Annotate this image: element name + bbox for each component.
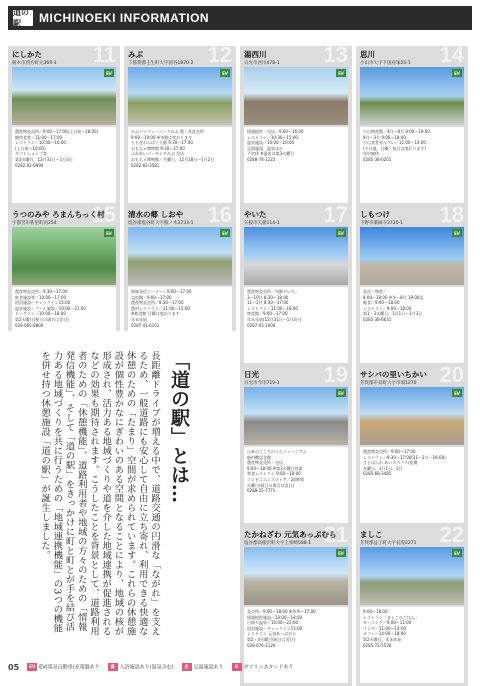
info-line: レストラン 元気あっぷむら <box>247 631 297 637</box>
station-address: 日光市西川478-1 <box>244 61 280 66</box>
michinoeki-logo: 道の駅 <box>13 10 33 26</box>
info-line: 第3水曜日、12月31日〜1月3日 <box>15 156 73 162</box>
ev-icon: EV <box>104 229 114 237</box>
station-name: 清水の郷 しおや <box>128 210 184 219</box>
info-line: 年中無休 <box>363 151 379 157</box>
station-photo <box>360 227 464 285</box>
info-line: レストラン／10:30〜15:00 <box>247 134 298 140</box>
station-number: 15 <box>91 206 116 227</box>
info-line: 0285-38-6631 <box>363 316 392 322</box>
legend-item-footbath: 足 足湯施設あり <box>182 663 224 671</box>
station-photo <box>360 67 464 125</box>
station-address: 下野市薬師寺3720-1 <box>360 221 403 226</box>
info-line: レストラン「ましこのごはん」 <box>363 614 419 620</box>
ev-icon: EV <box>104 69 114 77</box>
station-number: 12 <box>207 46 232 67</box>
station-name: やいた <box>244 210 267 219</box>
station-number: 20 <box>439 366 464 387</box>
feature-title: 「道の駅」とは… <box>168 351 190 503</box>
info-line: レストラン／9:30〜17:00(11〜2月〜16:00) <box>363 454 446 460</box>
info-line: 農産物直売所「旬鮮やいた」 <box>247 289 299 294</box>
page-header <box>8 6 472 30</box>
page-title: MICHINOEKI INFORMATION <box>39 11 210 25</box>
station-address: 小山市大字下国府塚25-1 <box>360 61 411 66</box>
station-name: みぶ <box>128 50 143 59</box>
station-name: サシバの里いちかい <box>360 370 427 379</box>
station-number: 18 <box>439 206 464 227</box>
info-line: 農産物直売所／9:30〜17:00 <box>15 289 68 294</box>
station-info <box>128 127 232 203</box>
station-address: 芳賀郡益子町大字長堤2271 <box>360 541 417 546</box>
station-card <box>356 46 468 206</box>
station-address: 塩谷郡塩谷町大字熊ノ木3733-1 <box>128 221 194 226</box>
station-address: 栃木市西方町元369-1 <box>12 61 57 66</box>
ev-icon: EV <box>336 229 346 237</box>
station-photo <box>360 547 464 605</box>
station-card <box>240 46 352 206</box>
station-name: 日光 <box>244 370 259 379</box>
info-line: 年末年始 <box>131 316 147 322</box>
info-line: 0285-72-5530 <box>363 642 392 648</box>
info-line: 飲食施設等／10:00〜17:00 <box>15 294 67 300</box>
info-line: 0288-78-1222 <box>247 156 276 162</box>
info-line: 直売・物産／ <box>363 289 387 294</box>
info-line: 温泉施設・プール施設／10:00〜21:00 <box>15 305 86 311</box>
info-line: 9:00〜18:00 ※第3火曜日休業 <box>247 465 303 471</box>
info-line: 農産物直売所／8:30〜17:00 <box>131 300 184 306</box>
info-line: ふれあいパーキングみぶ 売店 <box>131 151 185 157</box>
station-name: 思川 <box>360 50 375 59</box>
footbath-icon: 足 <box>182 663 192 671</box>
legend-item-bath: 湯 入浴施設あり(温泉含む) <box>108 663 174 671</box>
station-photo <box>244 227 348 285</box>
station-info <box>360 287 464 363</box>
ev-icon: EV <box>27 663 37 671</box>
info-line: 第1・3水曜日、1月1日〜1月3日 <box>363 311 423 317</box>
info-line: カフェ／14:00〜18:00 <box>363 631 406 637</box>
info-line: 農村レストラン／11:00〜15:00 <box>131 305 190 311</box>
station-address: 下都賀郡壬生町大字国谷1870-2 <box>128 61 194 66</box>
info-line: 直売所／9:00〜18:00 ※冬季〜17:00 <box>247 609 316 614</box>
info-line: ドッグラン／10:00〜18:00 <box>15 311 66 317</box>
legend-item-ev: EV EV(電気自動車)充電器あり <box>27 663 99 671</box>
info-line: 3〜10月 8:30〜18:00 <box>247 294 289 300</box>
info-line: 宿泊施設／チェックイン15:00 <box>15 300 71 306</box>
station-card <box>8 46 120 206</box>
station-card <box>356 206 468 366</box>
station-address: 宇都宮市新里町丙254 <box>12 221 57 226</box>
station-address: 芳賀郡市貝町大字市塙1270 <box>360 381 417 386</box>
info-line: ランチ／11:00〜14:00 <box>363 625 407 631</box>
station-card <box>240 206 352 366</box>
station-card <box>356 366 468 526</box>
info-line: 年末年始(12月31日〜1月3日) <box>247 316 302 322</box>
info-line: 第2火曜日、年末年始 <box>363 636 402 642</box>
info-line: 0288-25-7771 <box>247 488 276 494</box>
info-line: おもちゃ博物館／月曜日、12月28日〜1月2日 <box>131 156 215 162</box>
ev-icon: EV <box>336 69 346 77</box>
station-photo <box>12 67 116 125</box>
ev-icon: EV <box>452 549 462 557</box>
station-number: 19 <box>323 366 348 387</box>
station-number: 11 <box>92 46 116 67</box>
info-line: 軽食／9:00〜18:00 <box>363 300 400 306</box>
gas-station-icon: G <box>232 663 242 671</box>
station-name: 湯西川 <box>244 50 267 59</box>
station-card <box>124 46 236 206</box>
ev-icon: EV <box>220 69 230 77</box>
info-line: 11〜2月 8:30〜17:00 <box>247 300 289 306</box>
info-line: 情報発信コーナー／9:00〜17:00 <box>131 289 192 294</box>
station-number: 22 <box>439 526 464 547</box>
info-line: とちぎわんぱく公園 9:30〜17:00 <box>131 140 193 146</box>
info-line: 028-676-1126 <box>247 642 276 648</box>
ev-icon: EV <box>336 389 346 397</box>
ev-icon: EV <box>336 549 346 557</box>
info-line: モーニング／9:00〜11:00 <box>363 620 412 626</box>
station-photo <box>360 387 464 445</box>
info-line: 農産物直売所／9:00〜17:00(土日祝〜18:00) <box>15 129 99 134</box>
legend-bar <box>8 659 472 675</box>
info-line: 9:00〜18:00 <box>363 609 388 614</box>
station-info <box>360 447 464 523</box>
info-line: 第2・4火曜日(祝日は翌日) <box>247 636 296 642</box>
info-line: 日本のこころのうたミュージアム <box>247 449 307 454</box>
station-address: 矢板市矢板114-1 <box>244 221 280 226</box>
info-line: 0287-43-1000 <box>247 322 276 328</box>
station-photo <box>128 227 232 285</box>
station-number: 21 <box>323 526 348 547</box>
info-line: 日帰り温泉／10:00〜22:00 <box>247 620 299 626</box>
station-info <box>244 127 348 203</box>
info-line: 小山食堂ぜんぺい／11:00〜14:00 <box>363 140 426 146</box>
station-name: ましこ <box>360 530 383 539</box>
info-line: 8:00〜18:00 ※冬〜8月 19:00迄 <box>363 294 424 300</box>
info-line: みぶハイウェーパークみぶ 農・食直売所 <box>131 129 204 134</box>
feature-body: 長距離ドライブが増える中で、道路交通の円滑な「ながれ」を支えるため、一般道路にも安心して自由に立ち寄れ、利用できる快適な休憩のための「たまり」空間が求められています。これらの休憩施設が個性豊かなにぎわいのある空間となることにより、地域の核が形成され、活力ある地域づくりや道を介した地域連携が促進されるなどの効果も期待されます。こうしたことを背景として、道路利用者のための「休憩機能」、道路利用者や地域の方々のための「情報発信機能」、そして「道の駅」をきっかけに町と町とが手を結び活力ある地域づくりを共に行うための「地域連携機能」の3つの機能を併せ持つ休憩施設「道の駅」が誕生しました。 <box>39 351 160 636</box>
bath-icon: 湯 <box>108 663 118 671</box>
info-line: 9:00〜19:00 ※冬期は変わります <box>131 134 193 140</box>
ev-icon: EV <box>220 229 230 237</box>
info-line: 和食レストラン 9:00〜18:00 <box>247 471 301 477</box>
station-info <box>244 287 348 363</box>
info-line: 物産館／9:00〜17:00 <box>247 311 288 317</box>
feature-michinoeki-explanation <box>8 331 240 650</box>
station-card <box>240 366 352 526</box>
info-line: 不定休 ※温泉は第3火曜日 <box>247 151 295 157</box>
info-line: コンビニエンスストア／24時間 <box>247 476 304 482</box>
info-line: レストラン／11:00〜18:00 <box>247 305 298 311</box>
station-info <box>244 447 348 523</box>
info-line: 火曜日(祝日の場合は翌日) <box>247 482 295 488</box>
info-line: 情報提供・売店／9:00〜16:00 <box>247 129 304 134</box>
ev-icon: EV <box>452 389 462 397</box>
ev-icon: EV <box>452 69 462 77</box>
info-line: おもちゃ博物館 9:30〜17:00 <box>131 145 185 151</box>
station-address: 日光市今市719-1 <box>244 381 280 386</box>
info-line: さとばんわ あいスペース/花壇 <box>363 460 418 466</box>
station-number: 13 <box>323 46 348 67</box>
info-line: 交流館／9:00〜17:00 <box>131 294 172 300</box>
info-line: 足湯施設、温泉ほか <box>247 145 283 151</box>
station-name: たかねざわ 元気あっぷむら <box>244 530 337 539</box>
info-line: 木曜日、1月1日、2日 <box>363 465 403 471</box>
info-line: 0285-68-3485 <box>363 471 392 477</box>
info-line: 028-665-8800 <box>15 322 44 328</box>
info-line: 0285-38-0201 <box>363 156 392 162</box>
station-photo <box>244 387 348 445</box>
info-line: レストラン／9:00〜18:00 <box>363 305 412 311</box>
station-name: うつのみや ろまんちっく村 <box>12 210 105 219</box>
info-line: ※飲食館 日曜は変わります <box>131 311 180 317</box>
info-line: レストラン／10:00〜16:00 <box>15 140 66 146</box>
station-photo <box>244 547 348 605</box>
station-photo <box>128 67 232 125</box>
info-line: 農産物直売所／9:00〜17:00 <box>363 449 416 454</box>
info-line: 小山物産館／4月〜8月 9:00〜19:00 <box>363 129 430 134</box>
station-address: 塩谷郡高根沢町大字上柏崎588-1 <box>244 541 312 546</box>
info-line: 焼肉食堂／11:00〜17:00 <box>15 134 63 140</box>
page-number: 05 <box>8 662 20 672</box>
info-line: 農産物直売所・売店 <box>247 460 283 466</box>
info-line: 第2火曜日(祝日の場合は翌日) <box>15 316 69 322</box>
info-line: ギフトショップ等 <box>15 151 47 157</box>
info-line: 0287-41-6101 <box>131 322 160 328</box>
station-photo <box>244 67 348 125</box>
station-number: 17 <box>323 206 348 227</box>
info-line: 宿泊施設／チェックイン15:00 <box>247 625 303 631</box>
ev-icon: EV <box>452 229 462 237</box>
info-line: 9月〜3月 9:00〜18:00 <box>363 134 406 140</box>
info-line: (その他、日曜・祝日は変わります) <box>363 145 427 151</box>
station-info <box>360 127 464 203</box>
station-number: 16 <box>207 206 232 227</box>
station-name: しもつけ <box>360 210 390 219</box>
station-photo <box>12 227 116 285</box>
info-line: (土日祝〜16:00) <box>15 145 46 151</box>
station-info <box>12 127 116 203</box>
station-name: にしかた <box>12 50 42 59</box>
info-line: 船村徹記念館 <box>247 454 271 460</box>
info-line: 情報提供施設／10:00〜18:00 <box>247 614 303 620</box>
info-line: 温泉施設／10:00〜20:00 <box>247 140 295 146</box>
legend-item-gas: G ガソリンスタンドあり <box>232 663 294 671</box>
info-line: 0282-83-3581 <box>131 162 160 168</box>
info-line: 0282-92-0990 <box>15 162 44 168</box>
station-number: 14 <box>439 46 464 67</box>
